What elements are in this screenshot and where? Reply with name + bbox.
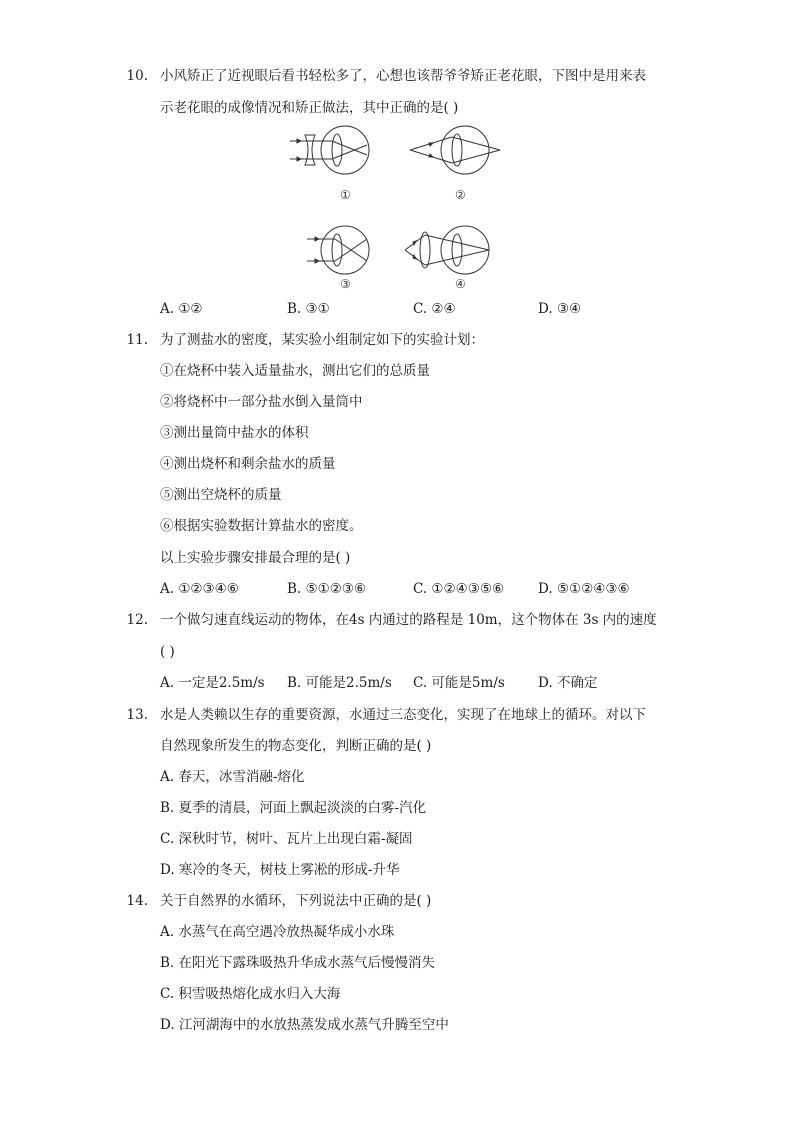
eye-diagram-4	[405, 226, 489, 274]
q13-option-c[interactable]: C. 深秋时节，树叶、瓦片上出现白霜-凝固	[160, 831, 413, 847]
q12-stem-line1: 一个做匀速直线运动的物体，在4s 内通过的路程是 10m，这个物体在 3s 内的速度	[160, 612, 657, 628]
q11-option-a[interactable]: A. ①②③④⑥	[160, 581, 239, 597]
q10-option-d[interactable]: D. ③④	[538, 301, 582, 317]
q11-step-2: ②将烧杯中一部分盐水倒入量筒中	[160, 394, 363, 410]
eye-caption-1: ①	[340, 188, 351, 202]
eye-diagram-figure	[285, 125, 525, 315]
eye-caption-4: ④	[455, 277, 466, 291]
q14-option-a[interactable]: A. 水蒸气在高空遇冷放热凝华成小水珠	[160, 924, 395, 940]
q13-stem-line2: 自然现象所发生的物态变化，判断正确的是( )	[160, 738, 432, 754]
eye-caption-2: ②	[455, 188, 466, 202]
q11-option-b[interactable]: B. ⑤①②③⑥	[287, 581, 367, 597]
q10-option-b[interactable]: B. ③①	[287, 301, 330, 317]
q14-option-b[interactable]: B. 在阳光下露珠吸热升华成水蒸气后慢慢消失	[160, 955, 436, 971]
q13-option-d[interactable]: D. 寒冷的冬天，树枝上雾凇的形成-升华	[160, 862, 400, 878]
q11-step-5: ⑤测出空烧杯的质量	[160, 487, 282, 503]
eye-diagram-1	[290, 126, 369, 174]
q12-option-d[interactable]: D. 不确定	[538, 675, 598, 691]
q11-step-4: ④测出烧杯和剩余盐水的质量	[160, 456, 336, 472]
q13-stem-line1: 水是人类赖以生存的重要资源，水通过三态变化，实现了在地球上的循环。对以下	[160, 707, 646, 723]
q10-stem-line1: 小风矫正了近视眼后看书轻松多了，心想也该帮爷爷矫正老花眼，下图中是用来表	[160, 68, 646, 84]
q13-option-b[interactable]: B. 夏季的清晨，河面上飘起淡淡的白雾-汽化	[160, 800, 427, 816]
q14-option-d[interactable]: D. 江河湖海中的水放热蒸发成水蒸气升腾至空中	[160, 1017, 449, 1033]
eye-diagram-3	[307, 226, 369, 274]
q11-stem: 为了测盐水的密度，某实验小组制定如下的实验计划：	[160, 332, 484, 348]
q11-option-c[interactable]: C. ①②④③⑤⑥	[413, 581, 505, 597]
q11-step-6: ⑥根据实验数据计算盐水的密度。	[160, 518, 363, 534]
q12-option-b[interactable]: B. 可能是2.5m/s	[287, 675, 392, 691]
eye-diagram-2	[410, 126, 500, 174]
q10-number: 10.	[126, 68, 148, 84]
q12-stem-line2: ( )	[160, 644, 175, 660]
q12-option-c[interactable]: C. 可能是5m/s	[413, 675, 505, 691]
q10-option-a[interactable]: A. ①②	[160, 301, 203, 317]
q13-number: 13.	[126, 707, 148, 723]
q11-number: 11.	[126, 332, 148, 348]
q10-stem-line2: 示老花眼的成像情况和矫正做法，其中正确的是( )	[160, 100, 459, 116]
q11-prompt: 以上实验步骤安排最合理的是( )	[160, 550, 351, 566]
q11-step-3: ③测出量筒中盐水的体积	[160, 425, 309, 441]
q10-option-c[interactable]: C. ②④	[413, 301, 456, 317]
q11-option-d[interactable]: D. ⑤①②④③⑥	[538, 581, 630, 597]
q11-step-1: ①在烧杯中装入适量盐水，测出它们的总质量	[160, 363, 430, 379]
eye-caption-3: ③	[340, 277, 351, 291]
q12-option-a[interactable]: A. 一定是2.5m/s	[160, 675, 265, 691]
q14-number: 14.	[126, 893, 148, 909]
q14-option-c[interactable]: C. 积雪吸热熔化成水归入大海	[160, 986, 341, 1002]
q12-number: 12.	[126, 612, 148, 628]
q13-option-a[interactable]: A. 春天，冰雪消融-熔化	[160, 769, 305, 785]
q14-stem: 关于自然界的水循环，下列说法中正确的是( )	[160, 893, 432, 909]
